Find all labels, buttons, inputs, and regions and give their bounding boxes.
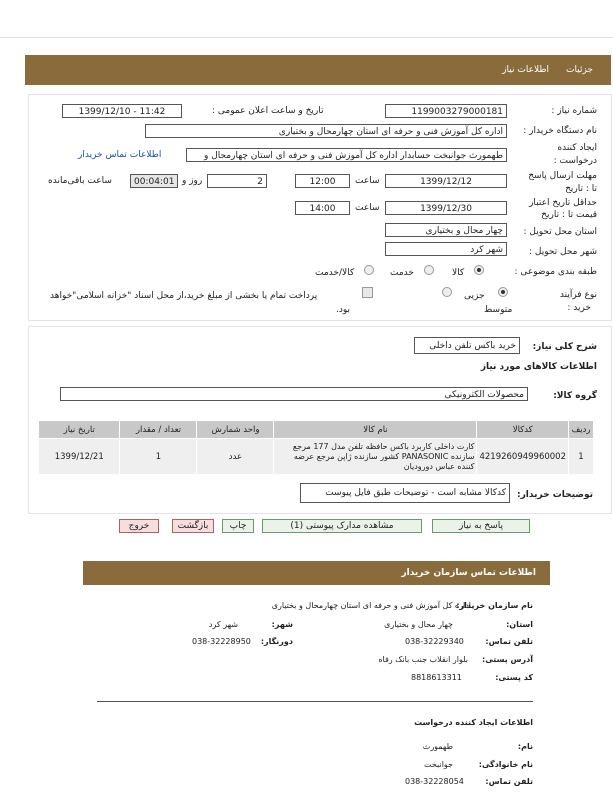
category-goods-service-radio[interactable] — [364, 265, 374, 275]
summary-field: خرید باکس تلفن داخلی — [414, 337, 520, 354]
details-header-bar — [25, 55, 611, 85]
send-date-field: 1399/12/12 — [385, 174, 507, 188]
cell-goods-code: 4219260949960002 — [477, 439, 569, 475]
contact-org-label: نام سازمان خریدار: — [456, 601, 533, 610]
tab-need-info[interactable]: اطلاعات نیاز — [502, 65, 549, 75]
creator-phone-label: تلفن تماس: — [485, 777, 533, 786]
col-need-date: تاریخ نیاز — [39, 421, 120, 439]
province-field: چهار محال و بختیاری — [385, 223, 507, 237]
buyer-notes-field: کدکالا مشابه است - توضیحات طبق فایل پیوست — [300, 483, 510, 503]
validity-time-field: 14:00 — [295, 201, 350, 215]
goods-group-label: گروه کالا: — [553, 391, 597, 401]
creator-label-2: درخواست : — [553, 156, 597, 166]
announce-label: تاریخ و ساعت اعلان عمومی : — [212, 106, 324, 116]
goods-table-header — [39, 421, 594, 439]
send-deadline-label-1: مهلت ارسال پاسخ — [528, 171, 597, 181]
col-row-number: ردیف — [569, 421, 594, 439]
need-number-field: 1199003279000181 — [385, 104, 507, 118]
creator-last-name-label: نام خانوادگی: — [478, 760, 533, 769]
treasury-payment-note-1: پرداخت تمام یا بخشی از مبلغ خرید،از محل اسناد "خزانه اسلامی"خواهد — [50, 291, 318, 301]
category-service-label: خدمت — [390, 268, 414, 278]
tab-details[interactable]: جزئیات — [566, 65, 593, 75]
contact-org-value: اداره کل آموزش فنی و حرفه ای استان چهارمحال و بختیاری — [271, 601, 471, 610]
view-attachments-button[interactable]: مشاهده مدارک پیوستی (1) — [262, 519, 422, 533]
buyer-org-label: نام دستگاه خریدار : — [523, 126, 597, 136]
contact-province-value: چهار محال و بختیاری — [384, 620, 453, 629]
buyer-notes-label: توضیحات خریدار: — [517, 490, 593, 500]
process-label-1: نوع فرآیند — [559, 290, 597, 300]
cell-goods-name: کارت داخلی کاربرد باکس حافظه تلفن مدل 177 مرجع سازنده PANASONIC کشور سازنده ژاپن مرجع عرضه کننده عباس دوروديان — [274, 439, 477, 475]
back-button[interactable]: بازگشت — [172, 519, 214, 533]
validity-time-label: ساعت — [355, 203, 380, 213]
col-unit: واحد شمارش — [197, 421, 274, 439]
send-time-label: ساعت — [355, 176, 380, 186]
contact-fax-label: دورنگار: — [260, 637, 293, 646]
print-button[interactable]: چاپ — [222, 519, 254, 533]
city-field: شهر کرد — [385, 242, 507, 256]
process-medium-label: متوسط — [484, 305, 513, 315]
process-label-2: خرید : — [567, 303, 591, 313]
creator-first-name-value: طهمورث — [422, 742, 453, 751]
treasury-payment-note-2: بود. — [336, 305, 351, 315]
goods-info-title: اطلاعات کالاهای مورد نیاز — [480, 362, 597, 372]
days-label: روز و — [182, 176, 203, 186]
creator-section-title: اطلاعات ایجاد کننده درخواست — [414, 718, 533, 727]
table-row — [39, 439, 594, 475]
send-time-field: 12:00 — [295, 174, 350, 188]
process-minor-label: جزیی — [464, 291, 485, 301]
announce-field: 1399/12/10 - 11:42 — [62, 104, 182, 118]
creator-first-name-label: نام: — [517, 742, 533, 751]
exit-button[interactable]: خروج — [119, 519, 159, 533]
process-medium-radio[interactable] — [442, 287, 452, 297]
reply-button[interactable]: پاسخ به نیاز — [432, 519, 530, 533]
top-divider — [0, 37, 613, 38]
contact-phone-label: تلفن تماس: — [485, 637, 533, 646]
goods-group-field: محصولات الکترونیکی — [60, 387, 528, 401]
creator-label-1: ایجاد کننده — [557, 143, 597, 153]
col-goods-code: کدکالا — [477, 421, 569, 439]
contact-fax-value: 038-32228950 — [192, 637, 251, 646]
creator-phone-value: 038-32228054 — [405, 777, 464, 786]
creator-last-name-value: جوانبخت — [424, 760, 453, 769]
contact-city-label: شهر: — [271, 620, 293, 629]
validity-label-1: حداقل تاریخ اعتبار — [529, 198, 597, 208]
category-label: طبقه بندی موضوعی : — [514, 267, 597, 277]
contact-postal-label: کد پستی: — [495, 673, 533, 682]
cell-need-date: 1399/12/21 — [39, 439, 120, 475]
validity-label-2: قیمت تا : تاریخ — [541, 210, 597, 220]
cell-quantity: 1 — [120, 439, 197, 475]
province-label: استان محل تحویل : — [523, 227, 597, 237]
contact-address-value: بلوار انقلاب جنب بانک رفاه — [378, 655, 468, 664]
contact-province-label: استان: — [506, 620, 533, 629]
process-minor-radio[interactable] — [498, 287, 508, 297]
cell-row-number: 1 — [569, 439, 594, 475]
col-goods-name: نام کالا — [274, 421, 477, 439]
category-goods-service-label: کالا/خدمت — [315, 268, 355, 278]
contact-phone-value: 038-32229340 — [405, 637, 464, 646]
cell-unit: عدد — [197, 439, 274, 475]
contact-address-label: آدرس پستی: — [482, 655, 533, 664]
remaining-label: ساعت باقی‌مانده — [48, 176, 112, 186]
col-quantity: تعداد / مقدار — [120, 421, 197, 439]
contact-postal-value: 8818613311 — [411, 673, 462, 682]
buyer-org-field: اداره کل آموزش فنی و حرفه ای استان چهارمحال و بختیاری — [145, 124, 507, 138]
contact-divider — [97, 701, 533, 702]
summary-label: شرح کلی نیاز: — [532, 342, 597, 352]
need-number-label: شماره نیاز : — [551, 106, 597, 116]
contact-title: اطلاعات تماس سازمان خریدار — [401, 568, 536, 578]
creator-field: طهمورث جوانبخت حسابدار اداره کل آموزش فنی و حرفه ای استان چهارمحال و — [186, 148, 507, 162]
category-service-radio[interactable] — [424, 265, 434, 275]
send-deadline-label-2: تا : تاریخ — [565, 184, 597, 194]
category-goods-radio[interactable] — [474, 265, 484, 275]
city-label: شهر محل تحویل : — [528, 247, 597, 257]
treasury-payment-checkbox[interactable] — [362, 287, 373, 298]
goods-table — [38, 420, 594, 475]
remaining-time-field: 00:04:01 — [130, 174, 178, 188]
contact-header-bar — [83, 561, 550, 585]
days-field: 2 — [207, 174, 267, 188]
buyer-contact-link[interactable]: اطلاعات تماس خریدار — [78, 150, 162, 160]
category-goods-label: کالا — [452, 268, 465, 278]
contact-city-value: شهر کرد — [208, 620, 238, 629]
validity-date-field: 1399/12/30 — [385, 201, 507, 215]
